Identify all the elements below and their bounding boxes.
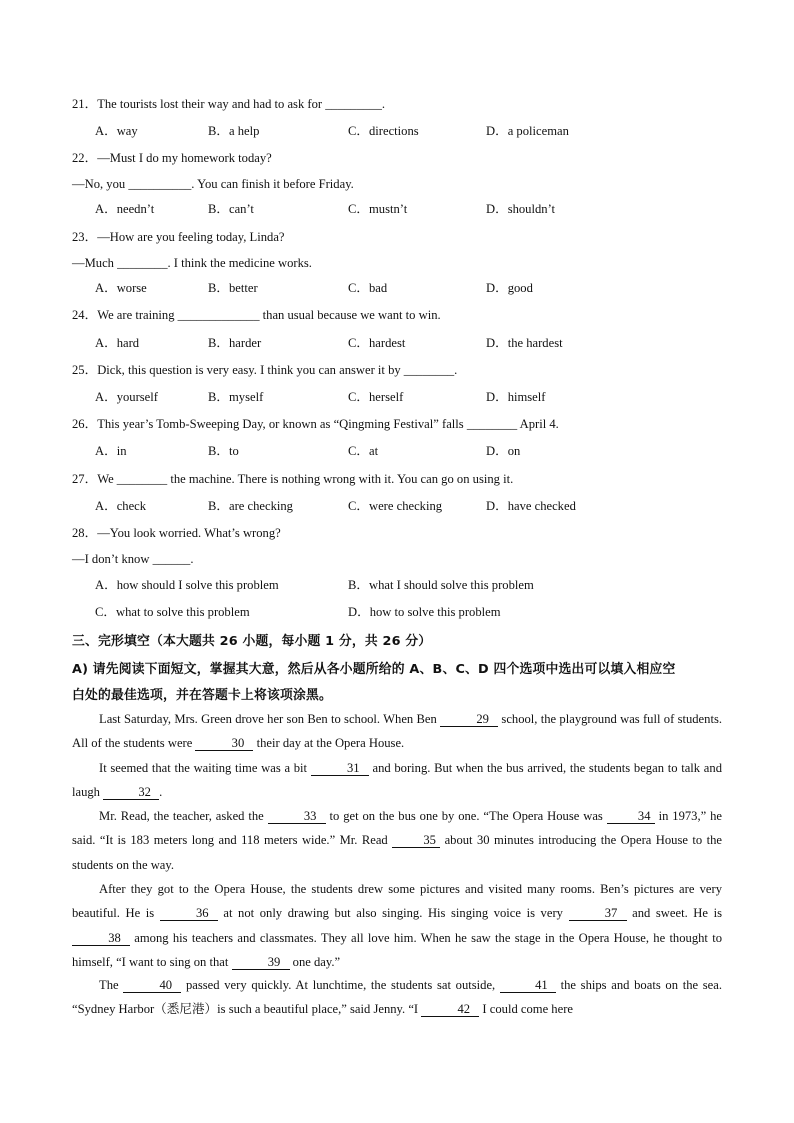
- option-b: B．a help: [208, 124, 260, 138]
- passage-text: and sweet. He is: [626, 906, 722, 921]
- option-a: A．hard: [95, 336, 140, 350]
- blank-37[interactable]: 37: [569, 906, 627, 921]
- question-number: 24．: [72, 308, 98, 322]
- option-d: D．have checked: [486, 499, 576, 513]
- passage-text: their day at the Opera House.: [253, 736, 405, 751]
- blank-34[interactable]: 34: [607, 809, 655, 824]
- blank-30[interactable]: 30: [195, 736, 253, 751]
- question-23: [72, 229, 285, 245]
- option-c: C．bad: [348, 281, 388, 295]
- passage-paragraph-3: [72, 804, 722, 877]
- question-stem: —You look worried. What’s wrong?: [97, 526, 281, 540]
- passage-text: among his teachers and classmates. They all love him. When he saw the stage in the Opera House, he thought to himself, “I want to sing on that: [72, 930, 722, 969]
- question-number: 25．: [72, 363, 98, 377]
- question-stem: We are training _____________ than usual because we want to win.: [97, 308, 441, 322]
- question-stem: Dick, this question is very easy. I think you can answer it by ________.: [97, 363, 458, 377]
- passage-text: It seemed that the waiting time was a bit: [99, 761, 311, 775]
- question-reply: —No, you __________. You can finish it before Friday.: [72, 177, 354, 191]
- option-c: C．mustn’t: [348, 202, 408, 216]
- blank-40[interactable]: 40: [123, 978, 181, 993]
- question-27: [72, 471, 513, 487]
- passage-text: passed very quickly. At lunchtime, the students sat outside,: [181, 978, 500, 992]
- question-21: [72, 96, 385, 112]
- option-d: D．how to solve this problem: [348, 605, 501, 619]
- passage-text: school, the playground was full of students. All of the students were: [72, 712, 722, 751]
- section-title: 三、完形填空（本大题共 26 小题，每小题 1 分，共 26 分）: [72, 634, 432, 649]
- question-26: [72, 416, 559, 432]
- blank-42[interactable]: 42: [421, 1002, 479, 1017]
- option-a: A．check: [95, 499, 147, 513]
- passage-text: at not only drawing but also singing. His singing voice is very: [217, 906, 569, 921]
- blank-41[interactable]: 41: [500, 978, 556, 993]
- question-number: 22．: [72, 151, 98, 165]
- question-24: [72, 307, 441, 323]
- passage-text: the ships and boats on the sea. “Sydney Harbor（悉尼港）is such a beautiful place,” said Jenny. “I: [72, 978, 723, 1017]
- option-b: B．what I should solve this problem: [348, 578, 534, 592]
- passage-paragraph-2: [72, 756, 722, 805]
- blank-29[interactable]: 29: [440, 712, 498, 727]
- blank-31[interactable]: 31: [311, 761, 369, 776]
- passage-text: .: [159, 785, 163, 800]
- option-d: D．the hardest: [486, 336, 563, 350]
- option-a: A．worse: [95, 281, 147, 295]
- question-number: 28．: [72, 526, 98, 540]
- question-number: 27．: [72, 472, 98, 486]
- passage-text: The: [99, 978, 124, 992]
- option-c: C．hardest: [348, 336, 406, 350]
- question-number: 21．: [72, 97, 98, 111]
- passage-text: After they got to the Opera House, the students drew some pictures and visited many rooms. Ben’s pictures are very beautiful. He is: [72, 882, 722, 921]
- passage-text: I could come here: [479, 1002, 573, 1017]
- question-25: [72, 362, 457, 378]
- question-stem: —Must I do my homework today?: [97, 151, 272, 165]
- question-stem: The tourists lost their way and had to ask for _________.: [97, 97, 386, 111]
- blank-38[interactable]: 38: [72, 931, 130, 946]
- passage-text: about 30 minutes introducing the Opera House to the students on the way.: [72, 833, 722, 872]
- passage-text: Last Saturday, Mrs. Green drove her son Ben to school. When Ben: [99, 712, 441, 726]
- blank-32[interactable]: 32: [103, 785, 159, 800]
- option-a: A．how should I solve this problem: [95, 578, 279, 592]
- question-reply: —Much ________. I think the medicine works.: [72, 256, 312, 270]
- option-b: B．harder: [208, 336, 262, 350]
- option-c: C．at: [348, 444, 379, 458]
- option-b: B．myself: [208, 390, 264, 404]
- blank-33[interactable]: 33: [268, 809, 326, 824]
- passage-text: one day.”: [289, 954, 341, 969]
- blank-39[interactable]: 39: [232, 955, 290, 970]
- option-b: B．are checking: [208, 499, 293, 513]
- passage-paragraph-1: [72, 707, 722, 756]
- question-number: 23．: [72, 230, 98, 244]
- option-c: C．herself: [348, 390, 404, 404]
- option-d: D．himself: [486, 390, 546, 404]
- blank-35[interactable]: 35: [392, 833, 440, 848]
- option-b: B．can’t: [208, 202, 254, 216]
- section-instruction-cont: 白处的最佳选项，并在答题卡上将该项涂黑。: [72, 688, 332, 703]
- option-d: D．on: [486, 444, 521, 458]
- passage-paragraph-4: [72, 877, 722, 974]
- passage-paragraph-5: [72, 973, 722, 1022]
- option-a: A．needn’t: [95, 202, 155, 216]
- option-a: A．yourself: [95, 390, 158, 404]
- option-d: D．shouldn’t: [486, 202, 556, 216]
- question-number: 26．: [72, 417, 98, 431]
- option-a: A．way: [95, 124, 138, 138]
- option-a: A．in: [95, 444, 127, 458]
- section-instruction: A) 请先阅读下面短文，掌握其大意，然后从各小题所给的 A、B、C、D 四个选项中选出可以填入相应空: [72, 662, 676, 677]
- passage-text: and boring. But when the bus arrived, the students began to talk and laugh: [72, 761, 722, 800]
- option-c: C．what to solve this problem: [95, 605, 250, 619]
- blank-36[interactable]: 36: [160, 906, 218, 921]
- passage-text: in 1973,” he said. “It is 183 meters long and 118 meters wide.” Mr. Read: [72, 809, 722, 848]
- question-28: [72, 525, 281, 541]
- option-c: C．directions: [348, 124, 419, 138]
- option-c: C．were checking: [348, 499, 443, 513]
- passage-text: Mr. Read, the teacher, asked the: [99, 809, 268, 823]
- passage-text: to get on the bus one by one. “The Opera House was: [325, 809, 607, 823]
- question-reply: —I don’t know ______.: [72, 552, 194, 566]
- question-stem: We ________ the machine. There is nothing wrong with it. You can go on using it.: [97, 472, 514, 486]
- option-b: B．better: [208, 281, 258, 295]
- option-b: B．to: [208, 444, 239, 458]
- question-stem: —How are you feeling today, Linda?: [97, 230, 285, 244]
- option-d: D．a policeman: [486, 124, 569, 138]
- question-stem: This year’s Tomb-Sweeping Day, or known as “Qingming Festival” falls ________ April 4.: [97, 417, 559, 431]
- option-d: D．good: [486, 281, 533, 295]
- question-22: [72, 150, 272, 166]
